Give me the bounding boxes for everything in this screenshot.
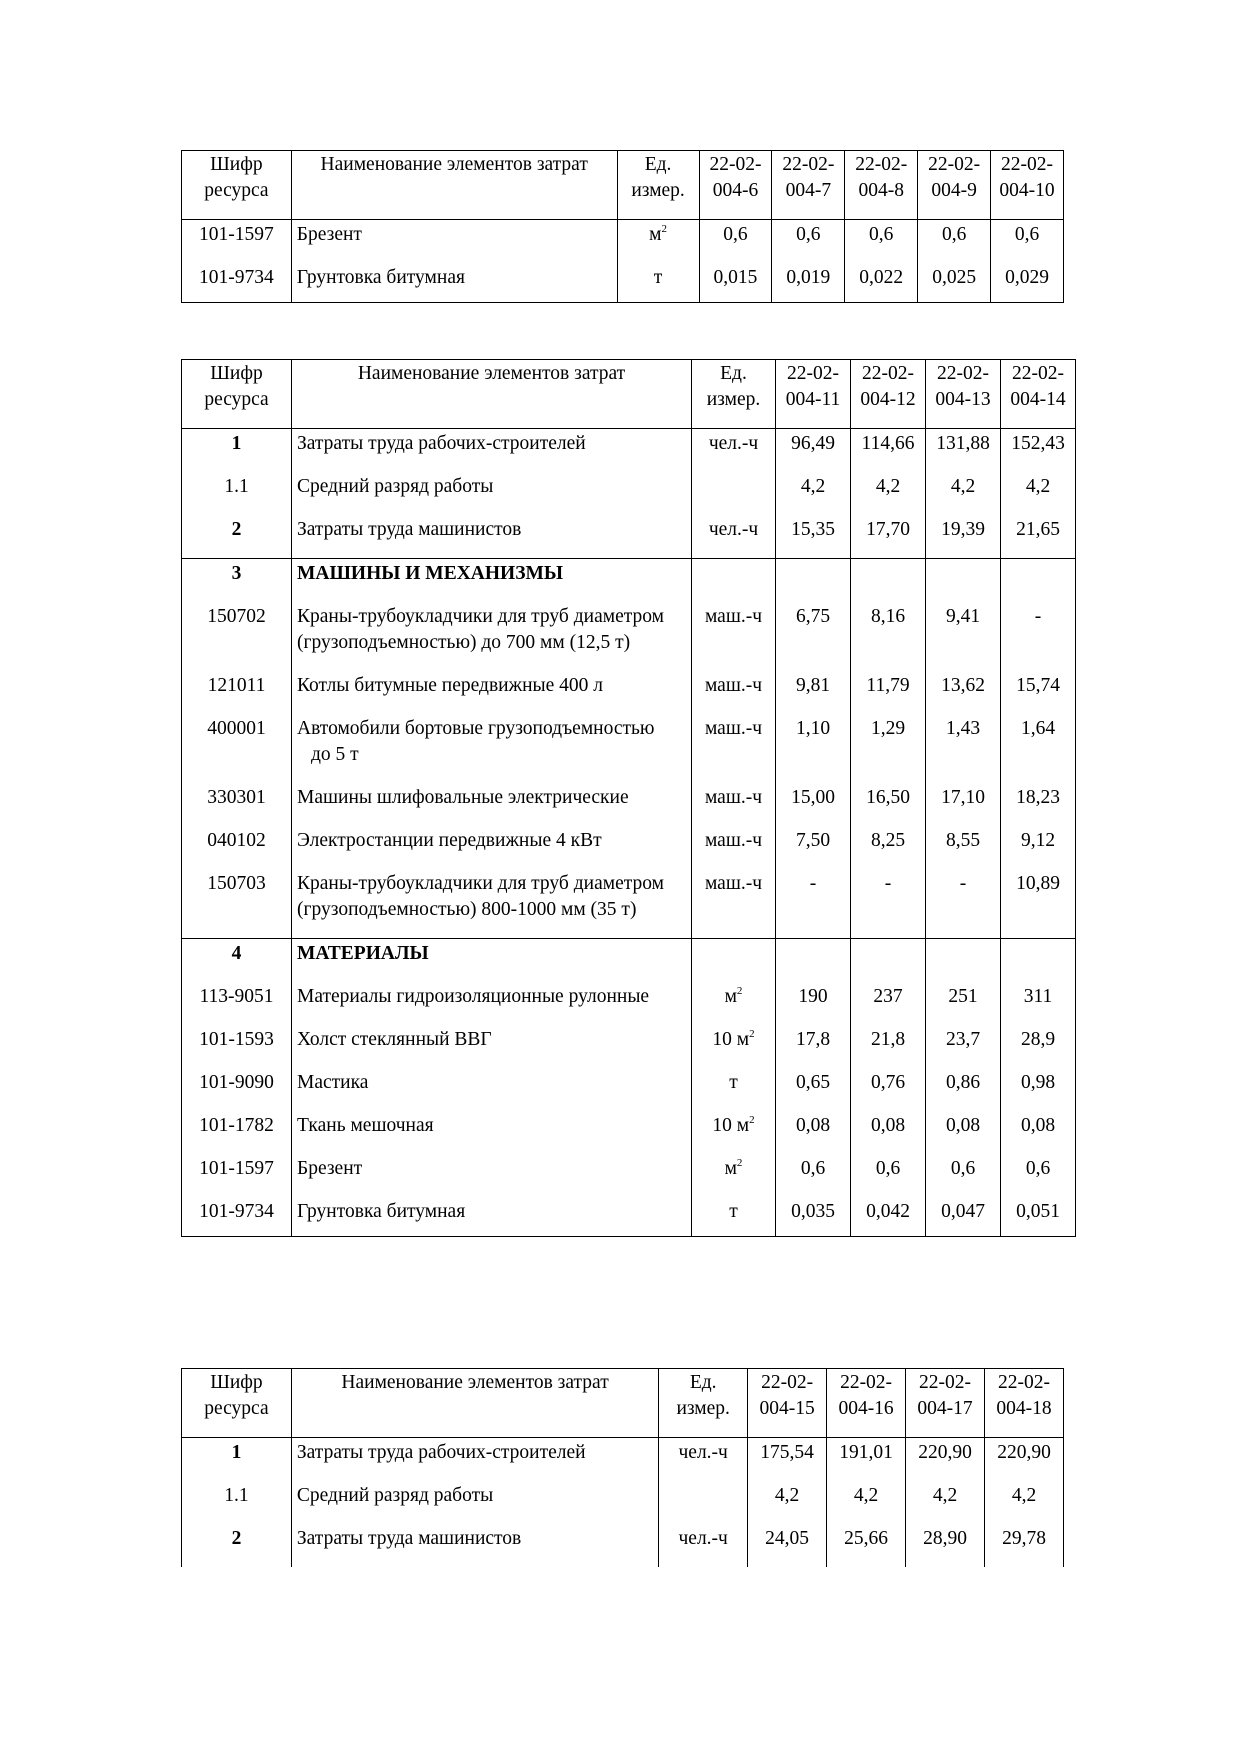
unit-cell bbox=[692, 429, 776, 473]
resource-name-text: Автомобили бортовые грузоподъемностью bbox=[297, 718, 655, 739]
norm-value: 131,88 bbox=[926, 429, 1001, 473]
resource-name bbox=[292, 869, 692, 939]
resource-name bbox=[291, 263, 617, 303]
norm-value: 0,019 bbox=[772, 263, 845, 303]
norm-value: 220,90 bbox=[906, 1438, 985, 1482]
unit-exponent: 2 bbox=[661, 223, 667, 235]
norm-value: 1,29 bbox=[851, 714, 926, 783]
unit-exponent: 2 bbox=[749, 1114, 755, 1126]
norm-value: 29,78 bbox=[985, 1524, 1064, 1567]
table-row bbox=[182, 1154, 1076, 1197]
resource-name-text: Ткань мешочная bbox=[297, 1115, 434, 1136]
resource-code: 101-1597 bbox=[182, 1154, 292, 1197]
resource-name-text: Брезент bbox=[296, 224, 362, 245]
unit-exponent: 2 bbox=[736, 1157, 743, 1169]
header-norm-code: 22-02-004-16 bbox=[827, 1369, 906, 1438]
norm-value: 0,015 bbox=[699, 263, 772, 303]
unit-text: маш.-ч bbox=[704, 830, 763, 851]
table-row bbox=[182, 1481, 1064, 1524]
norm-value: 24,05 bbox=[748, 1524, 827, 1567]
header-unit: Ед. измер. bbox=[617, 151, 699, 220]
unit-text: т bbox=[653, 267, 663, 288]
unit-text: 10 м bbox=[712, 1115, 750, 1136]
resource-name-text: Затраты труда машинистов bbox=[296, 1528, 522, 1549]
norm-value: 0,08 bbox=[1001, 1111, 1076, 1154]
resource-name-text: Мастика bbox=[297, 1072, 369, 1093]
norm-value: 0,042 bbox=[851, 1197, 926, 1237]
norm-value: 15,00 bbox=[776, 783, 851, 826]
unit-cell bbox=[692, 559, 776, 603]
resource-code: 150702 bbox=[182, 602, 292, 671]
norm-value: 10,89 bbox=[1001, 869, 1076, 939]
norm-value: 8,55 bbox=[926, 826, 1001, 869]
norm-value: 96,49 bbox=[776, 429, 851, 473]
norm-value: 4,2 bbox=[851, 472, 926, 515]
norm-value: 175,54 bbox=[748, 1438, 827, 1482]
unit-text: 10 м bbox=[712, 1029, 750, 1050]
norm-value bbox=[851, 939, 926, 983]
unit-text: чел.-ч bbox=[708, 433, 759, 454]
resource-name bbox=[292, 1154, 692, 1197]
unit-text: маш.-ч bbox=[704, 718, 763, 739]
norm-value: 1,43 bbox=[926, 714, 1001, 783]
norm-value: - bbox=[1001, 602, 1076, 671]
norm-value: 152,43 bbox=[1001, 429, 1076, 473]
resource-name bbox=[292, 559, 692, 603]
resource-name bbox=[292, 939, 692, 983]
norm-value: 251 bbox=[926, 982, 1001, 1025]
header-unit: Ед. измер. bbox=[692, 360, 776, 429]
resource-code: 1.1 bbox=[182, 472, 292, 515]
norm-value: 0,6 bbox=[926, 1154, 1001, 1197]
norm-value: 0,6 bbox=[851, 1154, 926, 1197]
unit-text: чел.-ч bbox=[678, 1528, 728, 1549]
norm-value: 0,6 bbox=[918, 220, 991, 264]
resource-code: 121011 bbox=[182, 671, 292, 714]
norm-value: 0,6 bbox=[699, 220, 772, 264]
norm-value: 0,08 bbox=[776, 1111, 851, 1154]
norm-table-3 bbox=[181, 1368, 1064, 1567]
resource-code: 101-1593 bbox=[182, 1025, 292, 1068]
norm-value: 114,66 bbox=[851, 429, 926, 473]
resource-name bbox=[292, 1197, 692, 1237]
norm-value: 23,7 bbox=[926, 1025, 1001, 1068]
resource-name-text: Машины шлифовальные электрические bbox=[297, 787, 629, 808]
table-row bbox=[182, 602, 1076, 671]
resource-name bbox=[292, 1025, 692, 1068]
norm-value: 0,08 bbox=[926, 1111, 1001, 1154]
resource-name-text: Холст стеклянный ВВГ bbox=[297, 1029, 492, 1050]
header-name: Наименование элементов затрат bbox=[291, 151, 617, 220]
header-norm-code: 22-02-004-9 bbox=[918, 151, 991, 220]
resource-name-text: Затраты труда рабочих-строителей bbox=[297, 433, 586, 454]
table-row bbox=[182, 783, 1076, 826]
norm-table-2 bbox=[181, 359, 1076, 1237]
unit-text: чел.-ч bbox=[678, 1442, 728, 1463]
norm-value: 0,022 bbox=[845, 263, 918, 303]
norm-value: 25,66 bbox=[827, 1524, 906, 1567]
table-row bbox=[182, 826, 1076, 869]
table-row bbox=[182, 1025, 1076, 1068]
resource-name-text: МАШИНЫ И МЕХАНИЗМЫ bbox=[297, 563, 564, 584]
norm-value: 0,6 bbox=[776, 1154, 851, 1197]
norm-value: 28,9 bbox=[1001, 1025, 1076, 1068]
norm-value: 0,6 bbox=[991, 220, 1064, 264]
unit-cell bbox=[692, 515, 776, 559]
norm-value: 15,74 bbox=[1001, 671, 1076, 714]
resource-name-text: Краны-трубоукладчики для труб диаметром (грузоподъемностью) 800-1000 мм (35 т) bbox=[297, 873, 664, 920]
table-row bbox=[182, 220, 1064, 264]
resource-name bbox=[292, 1068, 692, 1111]
resource-code: 2 bbox=[182, 1524, 292, 1567]
norm-value: 9,81 bbox=[776, 671, 851, 714]
norm-value: 19,39 bbox=[926, 515, 1001, 559]
norm-value bbox=[776, 559, 851, 603]
table-row bbox=[182, 939, 1076, 983]
resource-code: 1 bbox=[182, 1438, 292, 1482]
norm-value: - bbox=[926, 869, 1001, 939]
norm-value: 190 bbox=[776, 982, 851, 1025]
resource-code: 2 bbox=[182, 515, 292, 559]
norm-value: 0,035 bbox=[776, 1197, 851, 1237]
unit-cell bbox=[617, 263, 699, 303]
header-unit: Ед. измер. bbox=[659, 1369, 748, 1438]
resource-name-text: Брезент bbox=[297, 1158, 363, 1179]
norm-value: 4,2 bbox=[748, 1481, 827, 1524]
header-norm-code: 22-02-004-11 bbox=[776, 360, 851, 429]
unit-cell bbox=[692, 1068, 776, 1111]
header-code: Шифр ресурса bbox=[182, 360, 292, 429]
unit-cell bbox=[692, 1025, 776, 1068]
header-norm-code: 22-02-004-10 bbox=[991, 151, 1064, 220]
table-row bbox=[182, 982, 1076, 1025]
resource-name-text: МАТЕРИАЛЫ bbox=[297, 943, 429, 964]
norm-value: 13,62 bbox=[926, 671, 1001, 714]
resource-name-text: Затраты труда рабочих-строителей bbox=[296, 1442, 586, 1463]
norm-value: 0,025 bbox=[918, 263, 991, 303]
unit-cell bbox=[692, 869, 776, 939]
unit-text: т bbox=[729, 1072, 738, 1093]
norm-value: 0,029 bbox=[991, 263, 1064, 303]
unit-cell bbox=[692, 1111, 776, 1154]
header-norm-code: 22-02-004-13 bbox=[926, 360, 1001, 429]
resource-name-text: Электростанции передвижные 4 кВт bbox=[297, 830, 602, 851]
resource-name-cont: до 5 т bbox=[311, 744, 359, 765]
resource-name bbox=[292, 671, 692, 714]
norm-value: 1,10 bbox=[776, 714, 851, 783]
header-row bbox=[182, 151, 1064, 220]
norm-value: 4,2 bbox=[1001, 472, 1076, 515]
norm-value: 0,76 bbox=[851, 1068, 926, 1111]
norm-value: - bbox=[776, 869, 851, 939]
resource-name bbox=[291, 1481, 658, 1524]
norm-value: 18,23 bbox=[1001, 783, 1076, 826]
resource-name bbox=[292, 1111, 692, 1154]
norm-value: 311 bbox=[1001, 982, 1076, 1025]
resource-name bbox=[292, 982, 692, 1025]
resource-code: 330301 bbox=[182, 783, 292, 826]
resource-name bbox=[292, 826, 692, 869]
unit-cell bbox=[659, 1481, 748, 1524]
norm-value: 8,16 bbox=[851, 602, 926, 671]
unit-text: т bbox=[729, 1201, 738, 1222]
header-code: Шифр ресурса bbox=[182, 151, 292, 220]
norm-value: 28,90 bbox=[906, 1524, 985, 1567]
norm-value: 8,25 bbox=[851, 826, 926, 869]
norm-value bbox=[926, 939, 1001, 983]
header-row bbox=[182, 360, 1076, 429]
resource-code: 150703 bbox=[182, 869, 292, 939]
unit-cell bbox=[692, 783, 776, 826]
unit-text: чел.-ч bbox=[708, 519, 759, 540]
resource-code: 400001 bbox=[182, 714, 292, 783]
resource-name-text: Материалы гидроизоляционные рулонные bbox=[297, 986, 650, 1007]
resource-code: 4 bbox=[182, 939, 292, 983]
table-row bbox=[182, 1197, 1076, 1237]
unit-cell bbox=[692, 472, 776, 515]
resource-name bbox=[291, 220, 617, 264]
norm-value: 11,79 bbox=[851, 671, 926, 714]
norm-value bbox=[1001, 559, 1076, 603]
table-row bbox=[182, 1111, 1076, 1154]
resource-name-text: Котлы битумные передвижные 400 л bbox=[297, 675, 603, 696]
resource-name bbox=[292, 472, 692, 515]
resource-name bbox=[292, 714, 692, 783]
table-row bbox=[182, 559, 1076, 603]
resource-name bbox=[291, 1524, 658, 1567]
norm-value: 4,2 bbox=[906, 1481, 985, 1524]
header-norm-code: 22-02-004-14 bbox=[1001, 360, 1076, 429]
table-row bbox=[182, 869, 1076, 939]
resource-code: 101-9090 bbox=[182, 1068, 292, 1111]
norm-value: 6,75 bbox=[776, 602, 851, 671]
unit-text: м bbox=[649, 224, 662, 245]
header-norm-code: 22-02-004-8 bbox=[845, 151, 918, 220]
resource-name bbox=[291, 1438, 658, 1482]
unit-cell bbox=[692, 982, 776, 1025]
resource-name-text: Краны-трубоукладчики для труб диаметром (грузоподъемностью) до 700 мм (12,5 т) bbox=[297, 606, 664, 653]
resource-code: 113-9051 bbox=[182, 982, 292, 1025]
unit-text: маш.-ч bbox=[704, 873, 763, 894]
header-name: Наименование элементов затрат bbox=[291, 1369, 658, 1438]
unit-cell bbox=[692, 826, 776, 869]
resource-code: 1.1 bbox=[182, 1481, 292, 1524]
resource-code: 3 bbox=[182, 559, 292, 603]
unit-text: м bbox=[724, 1158, 737, 1179]
table-row bbox=[182, 1438, 1064, 1482]
unit-cell bbox=[659, 1524, 748, 1567]
unit-exponent: 2 bbox=[749, 1028, 755, 1040]
resource-name-text: Затраты труда машинистов bbox=[297, 519, 522, 540]
norm-value: 0,6 bbox=[772, 220, 845, 264]
norm-value: 17,8 bbox=[776, 1025, 851, 1068]
resource-name-text: Средний разряд работы bbox=[296, 1485, 494, 1506]
unit-cell bbox=[692, 714, 776, 783]
header-row bbox=[182, 1369, 1064, 1438]
resource-name bbox=[292, 602, 692, 671]
norm-value: 21,8 bbox=[851, 1025, 926, 1068]
norm-value: 0,047 bbox=[926, 1197, 1001, 1237]
norm-value: 0,6 bbox=[1001, 1154, 1076, 1197]
resource-code: 101-9734 bbox=[182, 1197, 292, 1237]
norm-value: 4,2 bbox=[827, 1481, 906, 1524]
resource-code: 1 bbox=[182, 429, 292, 473]
norm-value: 16,50 bbox=[851, 783, 926, 826]
resource-code: 101-1597 bbox=[182, 220, 292, 264]
resource-name bbox=[292, 429, 692, 473]
unit-text: маш.-ч bbox=[704, 787, 763, 808]
header-norm-code: 22-02-004-7 bbox=[772, 151, 845, 220]
resource-code: 040102 bbox=[182, 826, 292, 869]
table-row bbox=[182, 671, 1076, 714]
header-norm-code: 22-02-004-17 bbox=[906, 1369, 985, 1438]
table-row bbox=[182, 263, 1064, 303]
norm-value: - bbox=[851, 869, 926, 939]
norm-value bbox=[851, 559, 926, 603]
norm-value: 0,08 bbox=[851, 1111, 926, 1154]
unit-cell bbox=[692, 1154, 776, 1197]
norm-value bbox=[1001, 939, 1076, 983]
norm-value: 237 bbox=[851, 982, 926, 1025]
norm-table-1 bbox=[181, 150, 1064, 303]
unit-text: маш.-ч bbox=[704, 675, 763, 696]
norm-value: 9,41 bbox=[926, 602, 1001, 671]
header-norm-code: 22-02-004-15 bbox=[748, 1369, 827, 1438]
unit-cell bbox=[692, 939, 776, 983]
norm-value: 17,10 bbox=[926, 783, 1001, 826]
resource-code: 101-9734 bbox=[182, 263, 292, 303]
header-norm-code: 22-02-004-18 bbox=[985, 1369, 1064, 1438]
resource-name-text: Грунтовка битумная bbox=[296, 267, 465, 288]
norm-value: 0,051 bbox=[1001, 1197, 1076, 1237]
table-row bbox=[182, 429, 1076, 473]
norm-value: 1,64 bbox=[1001, 714, 1076, 783]
resource-name-text: Средний разряд работы bbox=[297, 476, 494, 497]
header-name: Наименование элементов затрат bbox=[292, 360, 692, 429]
table-row bbox=[182, 515, 1076, 559]
unit-exponent: 2 bbox=[736, 985, 743, 997]
resource-name bbox=[292, 515, 692, 559]
norm-value: 15,35 bbox=[776, 515, 851, 559]
header-norm-code: 22-02-004-6 bbox=[699, 151, 772, 220]
norm-value: 9,12 bbox=[1001, 826, 1076, 869]
norm-value: 4,2 bbox=[926, 472, 1001, 515]
table-row bbox=[182, 714, 1076, 783]
resource-name bbox=[292, 783, 692, 826]
unit-text: м bbox=[724, 986, 737, 1007]
norm-value: 0,98 bbox=[1001, 1068, 1076, 1111]
header-norm-code: 22-02-004-12 bbox=[851, 360, 926, 429]
resource-code: 101-1782 bbox=[182, 1111, 292, 1154]
norm-value bbox=[926, 559, 1001, 603]
norm-value: 0,86 bbox=[926, 1068, 1001, 1111]
unit-cell bbox=[659, 1438, 748, 1482]
norm-value: 0,6 bbox=[845, 220, 918, 264]
norm-value: 17,70 bbox=[851, 515, 926, 559]
unit-cell bbox=[692, 602, 776, 671]
resource-name-text: Грунтовка битумная bbox=[297, 1201, 466, 1222]
table-row bbox=[182, 1524, 1064, 1567]
norm-value: 0,65 bbox=[776, 1068, 851, 1111]
norm-value: 220,90 bbox=[985, 1438, 1064, 1482]
header-code: Шифр ресурса bbox=[182, 1369, 292, 1438]
unit-cell bbox=[617, 220, 699, 264]
table-row bbox=[182, 472, 1076, 515]
table-row bbox=[182, 1068, 1076, 1111]
unit-cell bbox=[692, 671, 776, 714]
unit-text: маш.-ч bbox=[704, 606, 763, 627]
norm-value: 7,50 bbox=[776, 826, 851, 869]
norm-value: 21,65 bbox=[1001, 515, 1076, 559]
unit-cell bbox=[692, 1197, 776, 1237]
norm-value: 191,01 bbox=[827, 1438, 906, 1482]
norm-value: 4,2 bbox=[985, 1481, 1064, 1524]
norm-value: 4,2 bbox=[776, 472, 851, 515]
norm-value bbox=[776, 939, 851, 983]
